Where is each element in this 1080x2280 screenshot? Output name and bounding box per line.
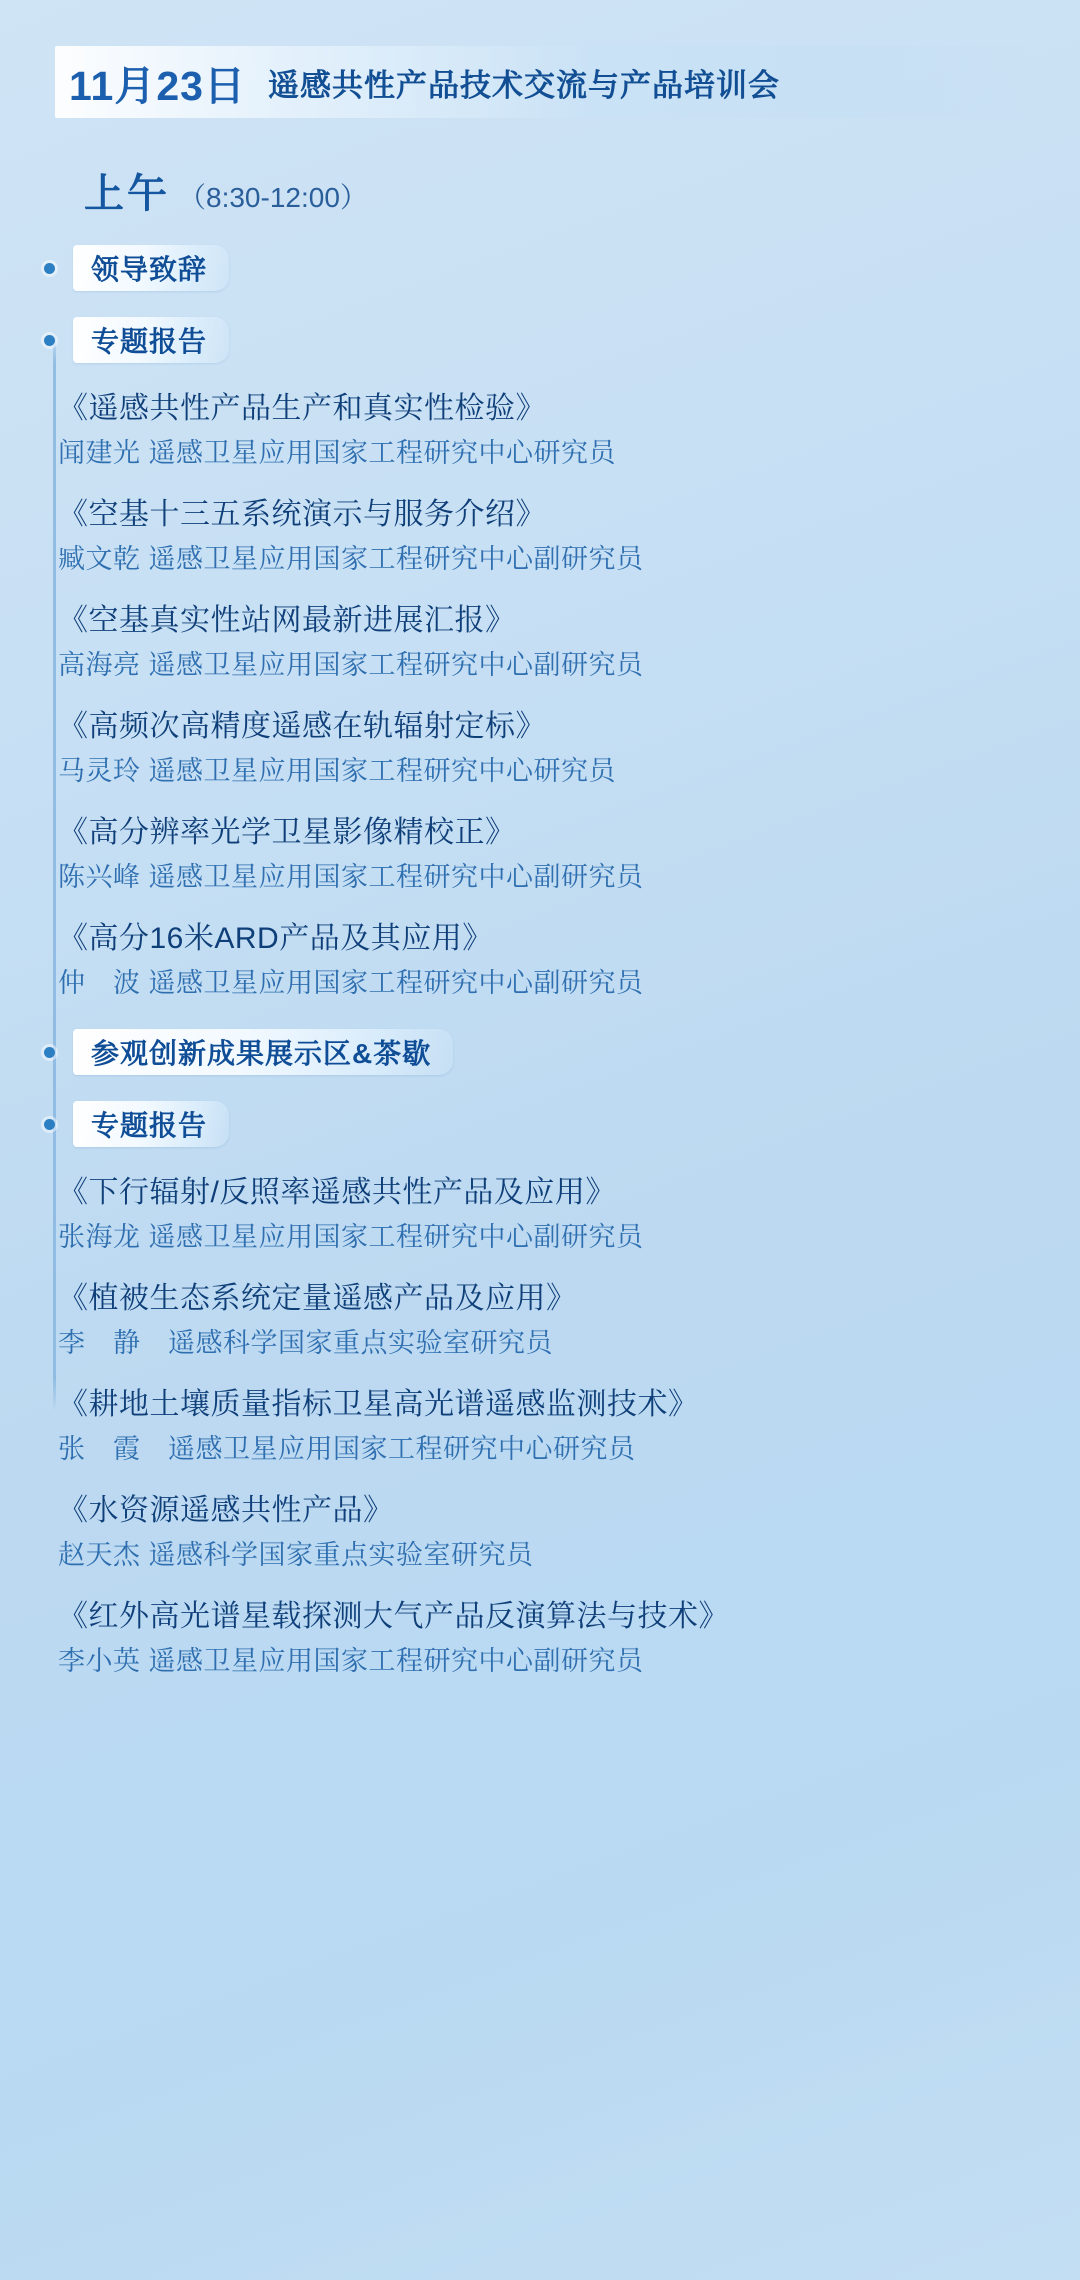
talk-title: 《遥感共性产品生产和真实性检验》 <box>58 392 546 425</box>
talk-title: 《空基十三五系统演示与服务介绍》 <box>58 498 546 531</box>
list-item <box>58 599 1080 685</box>
talk-list <box>58 1165 1080 1681</box>
talk-speaker: 仲 波 遥感卫星应用国家工程研究中心副研究员 <box>58 967 644 998</box>
agenda-section-header[interactable] <box>44 317 1080 363</box>
talk-title: 《水资源遥感共性产品》 <box>58 1494 394 1527</box>
session-heading <box>84 162 1080 219</box>
agenda-page <box>0 46 1080 2280</box>
header-date: 11月23日 <box>69 62 246 109</box>
agenda-section-label: 参观创新成果展示区&茶歇 <box>73 1029 453 1075</box>
list-item <box>58 917 1080 1003</box>
bullet-dot-icon <box>44 263 55 274</box>
talk-speaker: 马灵玲 遥感卫星应用国家工程研究中心研究员 <box>58 755 617 786</box>
session-time: （8:30-12:00） <box>178 182 368 213</box>
talk-title: 《耕地土壤质量指标卫星高光谱遥感监测技术》 <box>58 1388 699 1421</box>
list-item <box>58 387 1080 473</box>
talk-title: 《高频次高精度遥感在轨辐射定标》 <box>58 710 546 743</box>
talk-title: 《红外高光谱星载探测大气产品反演算法与技术》 <box>58 1600 729 1633</box>
list-item <box>58 1171 1080 1257</box>
talk-speaker: 张海龙 遥感卫星应用国家工程研究中心副研究员 <box>58 1221 644 1252</box>
list-item <box>58 1277 1080 1363</box>
talk-title: 《下行辐射/反照率遥感共性产品及应用》 <box>58 1176 616 1209</box>
talk-title: 《高分16米ARD产品及其应用》 <box>58 922 493 955</box>
agenda-block <box>0 317 1080 1003</box>
agenda-section-header[interactable] <box>44 1029 1080 1075</box>
session-name: 上午 <box>84 172 170 216</box>
talk-speaker: 赵天杰 遥感科学国家重点实验室研究员 <box>58 1539 534 1570</box>
agenda-section-label: 领导致辞 <box>73 245 229 291</box>
bullet-dot-icon <box>44 1119 55 1130</box>
talk-title: 《植被生态系统定量遥感产品及应用》 <box>58 1282 577 1315</box>
talk-speaker: 陈兴峰 遥感卫星应用国家工程研究中心副研究员 <box>58 861 644 892</box>
header-title: 遥感共性产品技术交流与产品培训会 <box>267 67 780 103</box>
talk-speaker: 张 霞 遥感卫星应用国家工程研究中心研究员 <box>58 1433 636 1464</box>
list-item <box>58 1383 1080 1469</box>
agenda-section-header[interactable] <box>44 245 1080 291</box>
list-item <box>58 811 1080 897</box>
header-band <box>55 46 1040 118</box>
talk-title: 《空基真实性站网最新进展汇报》 <box>58 604 516 637</box>
list-item <box>58 1595 1080 1681</box>
talk-title: 《高分辨率光学卫星影像精校正》 <box>58 816 516 849</box>
list-item <box>58 1489 1080 1575</box>
talk-speaker: 高海亮 遥感卫星应用国家工程研究中心副研究员 <box>58 649 644 680</box>
talk-speaker: 李小英 遥感卫星应用国家工程研究中心副研究员 <box>58 1645 644 1676</box>
talk-speaker: 李 静 遥感科学国家重点实验室研究员 <box>58 1327 553 1358</box>
bullet-dot-icon <box>44 335 55 346</box>
talk-speaker: 闻建光 遥感卫星应用国家工程研究中心研究员 <box>58 437 617 468</box>
agenda-block <box>0 1101 1080 1681</box>
agenda-block <box>0 245 1080 291</box>
agenda-section-label: 专题报告 <box>73 1101 229 1147</box>
list-item <box>58 705 1080 791</box>
agenda-section-header[interactable] <box>44 1101 1080 1147</box>
bullet-dot-icon <box>44 1047 55 1058</box>
talk-speaker: 臧文乾 遥感卫星应用国家工程研究中心副研究员 <box>58 543 644 574</box>
talk-list <box>58 381 1080 1003</box>
agenda-section-label: 专题报告 <box>73 317 229 363</box>
agenda-block <box>0 1029 1080 1075</box>
list-item <box>58 493 1080 579</box>
